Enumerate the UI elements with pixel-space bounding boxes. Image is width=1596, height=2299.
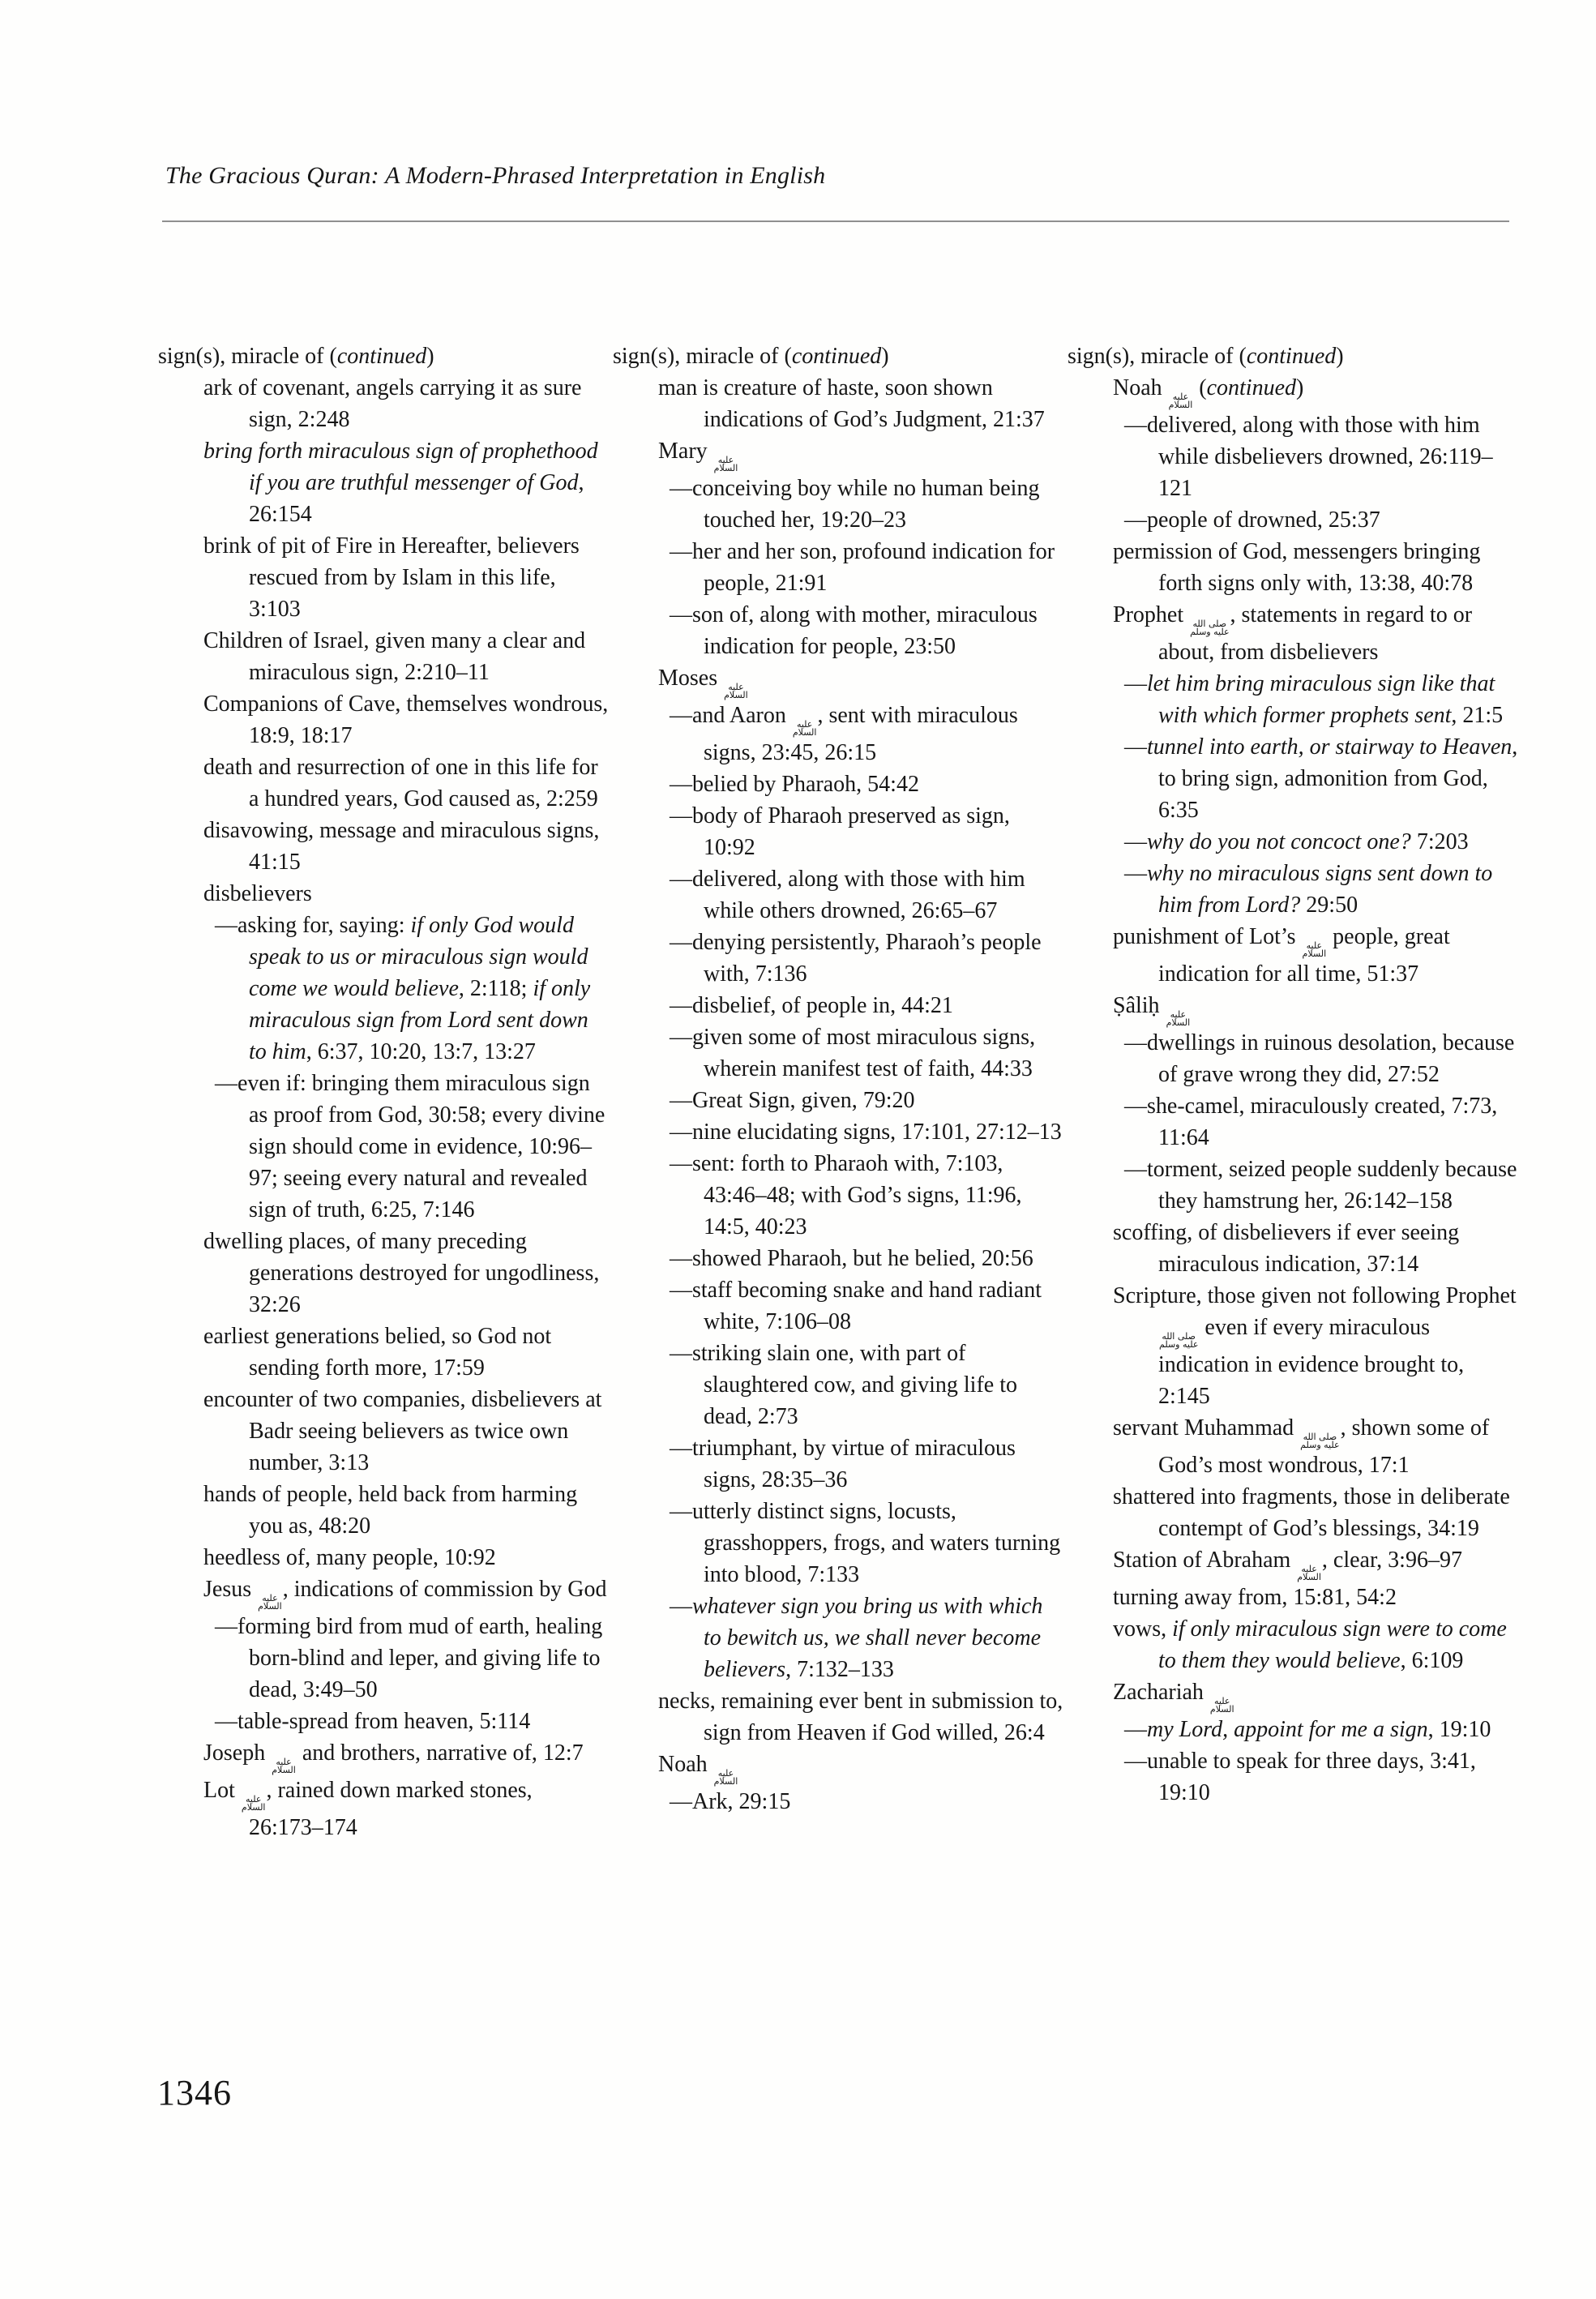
index-entry: —why no miraculous signs sent down to him from Lord? 29:50 (1124, 861, 1493, 918)
index-entry: —Ark, 29:15 (670, 1789, 791, 1814)
index-entry: —she-camel, miraculously created, 7:73, 11:64 (1124, 1094, 1498, 1150)
index-entry: —unable to speak for three days, 3:41, 19:10 (1124, 1749, 1476, 1805)
alayhis-salam-honorific-glyph: عليه السلام (713, 455, 738, 473)
index-entry: encounter of two companies, disbelievers at Badr seeing believers as twice own number, 3:13 (203, 1387, 602, 1475)
index-entry: heedless of, many people, 10:92 (203, 1545, 496, 1570)
index-entry: Prophet صلى الله عليه وسلم , statements in regard to or about, from disbelievers (1113, 602, 1473, 665)
index-entry: permission of God, messengers bringing forth signs only with, 13:38, 40:78 (1113, 539, 1481, 596)
index-entry: Joseph عليه السلام and brothers, narrative of, 12:7 (203, 1740, 584, 1775)
index-entry: —delivered, along with those with him while disbelievers drowned, 26:119–121 (1124, 413, 1493, 501)
index-column-right (1068, 340, 1518, 1843)
index-entry: —let him bring miraculous sign like that with which former prophets sent, 21:5 (1124, 671, 1504, 728)
index-entry: disbelievers (203, 881, 312, 906)
index-entry: —showed Pharaoh, but he belied, 20:56 (670, 1246, 1033, 1271)
index-entry: brink of pit of Fire in Hereafter, believers rescued from by Islam in this life, 3:103 (203, 533, 580, 622)
index-entry: necks, remaining ever bent in submission to, sign from Heaven if God willed, 26:4 (658, 1689, 1063, 1745)
index-entry: —son of, along with mother, miraculous indication for people, 23:50 (670, 602, 1038, 659)
index-entry: —denying persistently, Pharaoh’s people with, 7:136 (670, 930, 1042, 987)
index-entry: Station of Abraham عليه السلام , clear, 3:96–97 (1113, 1548, 1462, 1582)
sallallahu-alayhi-wa-sallam-honorific-glyph: صلى الله عليه وسلم (1190, 619, 1230, 637)
index-column-middle (613, 340, 1063, 1843)
alayhis-salam-honorific-glyph: عليه السلام (1168, 392, 1193, 410)
sallallahu-alayhi-wa-sallam-honorific-glyph: صلى الله عليه وسلم (1159, 1331, 1199, 1350)
index-entry: Children of Israel, given many a clear and miraculous sign, 2:210–11 (203, 628, 586, 685)
header-rule (162, 220, 1509, 222)
index-entry: —why do you not concoct one? 7:203 (1124, 829, 1469, 854)
running-header: The Gracious Quran: A Modern-Phrased Interpretation in English (165, 162, 826, 189)
alayhis-salam-honorific-glyph: عليه السلام (272, 1757, 296, 1775)
index-entry: punishment of Lot’s عليه السلام people, great indication for all time, 51:37 (1113, 924, 1450, 987)
index-column-left (158, 340, 609, 1843)
index-entry: —my Lord, appoint for me a sign, 19:10 (1124, 1717, 1491, 1742)
index-entry: Scripture, those given not following Prophet صلى الله عليه وسلم even if every miraculous indication in evidence brought to, 2:145 (1113, 1283, 1517, 1409)
index-entry: —staff becoming snake and hand radiant white, 7:106–08 (670, 1278, 1042, 1334)
index-entry: —tunnel into earth, or stairway to Heaven, to bring sign, admonition from God, 6:35 (1124, 734, 1518, 823)
alayhis-salam-honorific-glyph: عليه السلام (1166, 1009, 1191, 1028)
index-entry: shattered into fragments, those in deliberate contempt of God’s blessings, 34:19 (1113, 1484, 1510, 1541)
index-entry: vows, if only miraculous sign were to come to them they would believe, 6:109 (1113, 1616, 1507, 1673)
index-entry: —dwellings in ruinous desolation, because of grave wrong they did, 27:52 (1124, 1030, 1515, 1087)
alayhis-salam-honorific-glyph: عليه السلام (713, 1768, 738, 1787)
index-entry: —forming bird from mud of earth, healing born-blind and leper, and giving life to dead, 3:49–50 (215, 1614, 603, 1702)
sallallahu-alayhi-wa-sallam-honorific-glyph: صلى الله عليه وسلم (1300, 1432, 1340, 1450)
alayhis-salam-honorific-glyph: عليه السلام (241, 1794, 266, 1813)
index-entry: —disbelief, of people in, 44:21 (670, 993, 953, 1018)
page-number: 1346 (157, 2073, 232, 2113)
index-entry: dwelling places, of many preceding generations destroyed for ungodliness, 32:26 (203, 1229, 600, 1317)
index-entry: —asking for, saying: if only God would speak to us or miraculous sign would come we would believe, 2:118; if only miraculous sign from Lord sent down to him, 6:37, 10:20, 13:7, 13:27 (215, 913, 591, 1064)
index-entry: man is creature of haste, soon shown indications of God’s Judgment, 21:37 (658, 375, 1045, 432)
index-entry: —sent: forth to Pharaoh with, 7:103, 43:46–48; with God’s signs, 11:96, 14:5, 40:23 (670, 1151, 1022, 1239)
index-entry: Moses عليه السلام (658, 666, 748, 700)
index-entry: —striking slain one, with part of slaughtered cow, and giving life to dead, 2:73 (670, 1341, 1017, 1429)
index-entry: Companions of Cave, themselves wondrous, 18:9, 18:17 (203, 691, 609, 748)
index-entry: ark of covenant, angels carrying it as sure sign, 2:248 (203, 375, 582, 432)
index-entry: Mary عليه السلام (658, 439, 738, 473)
index-entry: —given some of most miraculous signs, wherein manifest test of faith, 44:33 (670, 1025, 1036, 1081)
index-entry: Noah عليه السلام (658, 1752, 738, 1787)
index-entry: —people of drowned, 25:37 (1124, 507, 1380, 533)
index-entry: —body of Pharaoh preserved as sign, 10:92 (670, 803, 1010, 860)
index-entry: Ṣâliḥ عليه السلام (1113, 993, 1191, 1028)
alayhis-salam-honorific-glyph: عليه السلام (1209, 1696, 1234, 1715)
index-entry: —whatever sign you bring us with which to bewitch us, we shall never become believers, 7:132–133 (670, 1594, 1043, 1682)
alayhis-salam-honorific-glyph: عليه السلام (258, 1593, 282, 1612)
alayhis-salam-honorific-glyph: عليه السلام (724, 682, 748, 700)
index-entry: death and resurrection of one in this life for a hundred years, God caused as, 2:259 (203, 755, 598, 811)
index-entry: —her and her son, profound indication for people, 21:91 (670, 539, 1055, 596)
index-entry: servant Muhammad صلى الله عليه وسلم , shown some of God’s most wondrous, 17:1 (1113, 1415, 1490, 1478)
index-columns (158, 340, 1518, 1843)
index-entry: Zachariah عليه السلام (1113, 1680, 1234, 1715)
alayhis-salam-honorific-glyph: عليه السلام (1297, 1564, 1321, 1582)
index-entry: —conceiving boy while no human being touched her, 19:20–23 (670, 476, 1040, 533)
index-entry: —nine elucidating signs, 17:101, 27:12–13 (670, 1120, 1062, 1145)
index-entry: Jesus عليه السلام , indications of commission by God (203, 1577, 607, 1612)
index-entry: —Great Sign, given, 79:20 (670, 1088, 915, 1113)
index-entry: Noah عليه السلام (continued) (1113, 375, 1304, 410)
index-entry: Lot عليه السلام , rained down marked stones, 26:173–174 (203, 1778, 533, 1840)
index-entry: sign(s), miracle of (continued) (613, 344, 889, 369)
index-entry: —triumphant, by virtue of miraculous signs, 28:35–36 (670, 1436, 1016, 1492)
index-entry: sign(s), miracle of (continued) (1068, 344, 1344, 369)
index-entry: —table-spread from heaven, 5:114 (215, 1709, 531, 1734)
index-entry: —utterly distinct signs, locusts, grasshoppers, frogs, and waters turning into blood, 7:133 (670, 1499, 1061, 1587)
index-entry: —even if: bringing them miraculous sign as proof from God, 30:58; every divine sign should come in evidence, 10:96–97; seeing every natural and revealed sign of truth, 6:25, 7:146 (215, 1071, 605, 1222)
index-entry: disavowing, message and miraculous signs, 41:15 (203, 818, 600, 875)
index-entry: hands of people, held back from harming you as, 48:20 (203, 1482, 578, 1539)
alayhis-salam-honorific-glyph: عليه السلام (1302, 940, 1327, 959)
alayhis-salam-honorific-glyph: عليه السلام (792, 719, 817, 738)
index-entry: earliest generations belied, so God not sending forth more, 17:59 (203, 1324, 552, 1381)
index-entry: scoffing, of disbelievers if ever seeing miraculous indication, 37:14 (1113, 1220, 1460, 1277)
index-entry: —belied by Pharaoh, 54:42 (670, 772, 919, 797)
index-entry: —delivered, along with those with him while others drowned, 26:65–67 (670, 867, 1025, 923)
index-entry: —and Aaron عليه السلام , sent with miraculous signs, 23:45, 26:15 (670, 703, 1018, 765)
index-entry: turning away from, 15:81, 54:2 (1113, 1585, 1397, 1610)
index-entry: sign(s), miracle of (continued) (158, 344, 434, 369)
index-entry: bring forth miraculous sign of prophethood if you are truthful messenger of God, 26:154 (203, 439, 598, 527)
index-entry: —torment, seized people suddenly because they hamstrung her, 26:142–158 (1124, 1157, 1517, 1214)
